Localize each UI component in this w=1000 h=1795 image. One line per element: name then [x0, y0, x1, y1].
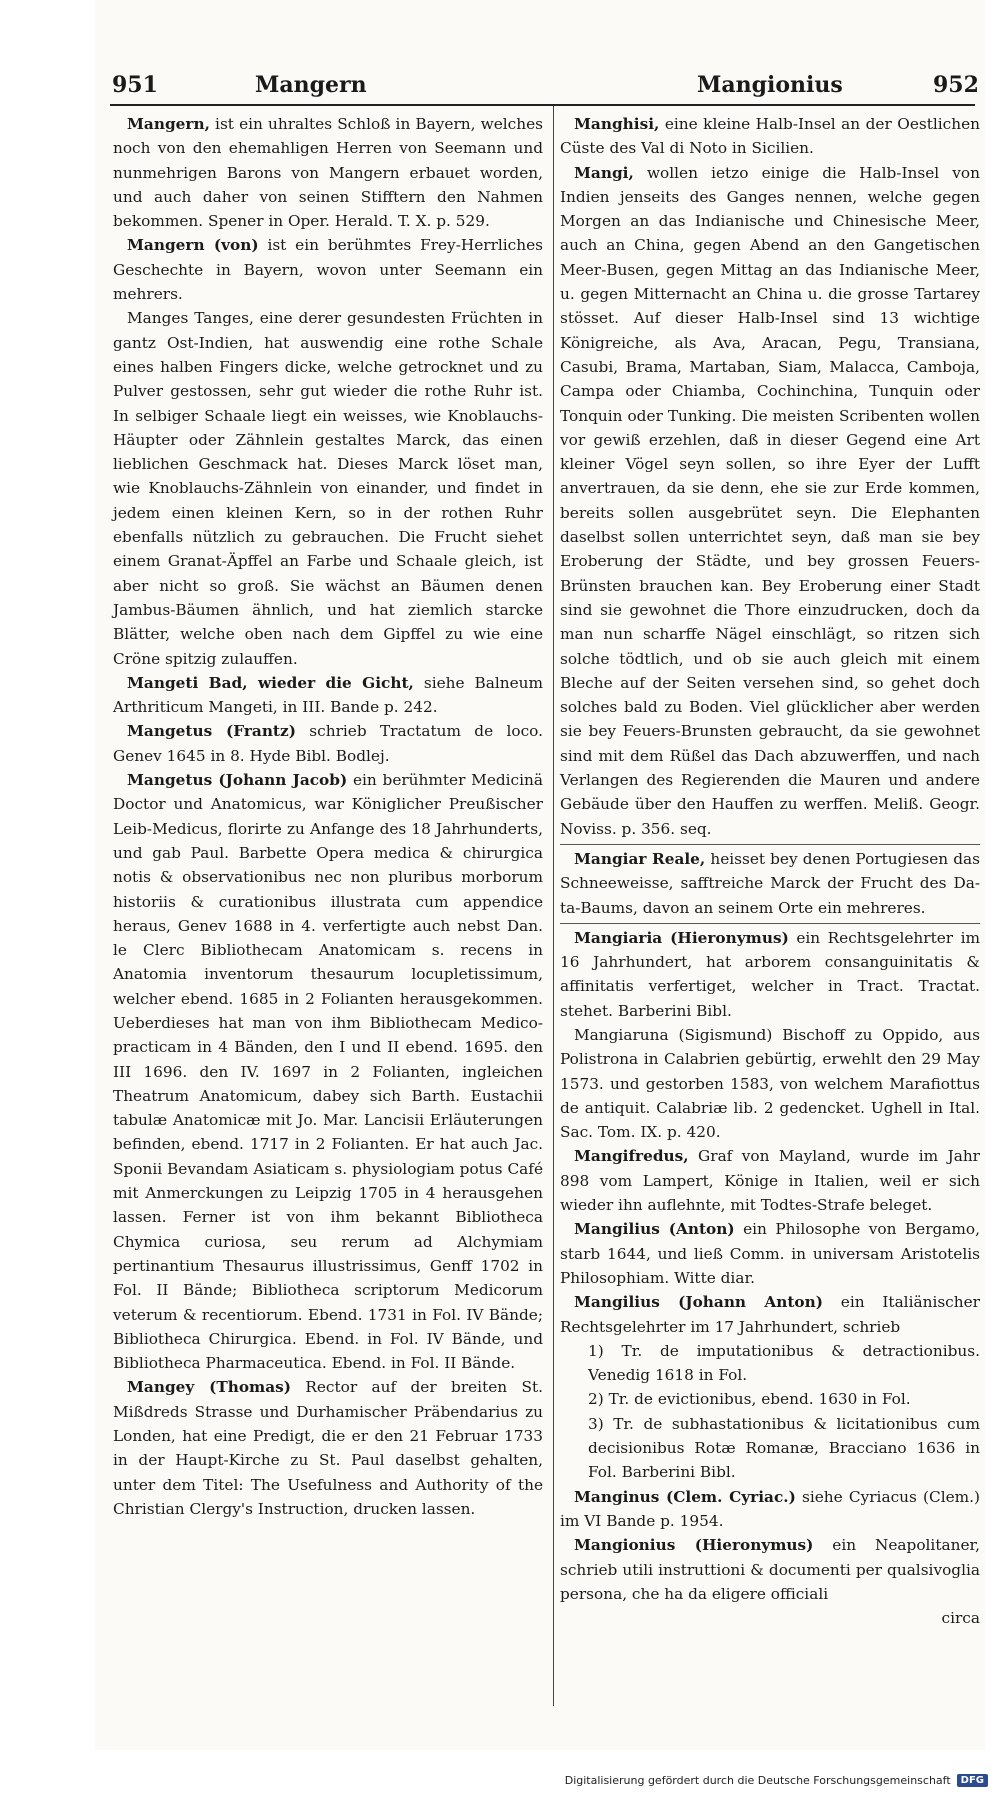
entry — [113, 1375, 543, 1521]
entry — [113, 306, 543, 670]
works-list — [560, 1339, 980, 1485]
entry-text: heisset bey denen Portugiesen das Schneeweisse, safftreiche Marck der Frucht des Da-ta-Baums, davon an seinem Orte ein mehreres. — [560, 849, 980, 917]
entry-text: schrieb Tractatum de loco. Genev 1645 in 8. Hyde Bibl. Bodlej. — [113, 722, 543, 765]
entry-text: Rector auf der breiten St. Mißdreds Strasse und Durhamischer Präbendarius zu Londen, hat eine Predigt, die er den 21 Februar 1733 in der Haupt-Kirche zu St. Paul daselbst gehalten, unter dem Titel: The Usefulness and Authority of the Christian Clergy's Instruction, drucken lassen. — [113, 1378, 543, 1518]
entry-text: Graf von Mayland, wurde im Jahr 898 vom Lampert, Könige in Italien, weil er sich wieder ihn auflehnte, mit Todtes-Strafe beleget. — [560, 1147, 980, 1215]
headword: Mangionius (Hieronymus) — [574, 1536, 814, 1555]
entry-text: ein berühmter Medicinä Doctor und Anatomicus, war Königlicher Preußischer Leib-Medicus, florirte zu Anfange des 18 Jahrhunderts, und gab Paul. Barbette Opera medica & chirurgica notis & observationibus nec non pluribus morborum historiis & curationibus illustrata cum appendice heraus, Genev 1688 in 4. verfertigte auch nebst Dan. le Clerc Bibliothecam Anatomicam s. recens in Anatomia inventorum thesaurum locupletissimum, welcher ebend. 1685 in 2 Folianten herausgekommen. Ueberdieses hat man von ihm Bibliothecam Medico-practicam in 4 Bänden, den I und II ebend. 1695. den III 1696. den IV. 1697 in 2 Folianten, ingleichen Theatrum Anatomicum, dabey sich Barth. Eustachii tabulæ Anatomicæ mit Jo. Mar. Lancisii Erläuterungen befinden, ebend. 1717 in 2 Folianten. Er hat auch Jac. Sponii Bevandam Asiaticam s. physiologiam potus Café mit Anmerckungen zu Leipzig 1705 in 4 herausgehen lassen. Ferner ist von ihm bekannt Bibliotheca Chymica curiosa, seu rerum ad Alchymiam pertinantium Thesaurus illustrissimus, Genff 1702 in Fol. II Bände; Bibliotheca scriptorum Medicorum veterum & recentiorum. Ebend. 1731 in Fol. IV Bände; Bibliotheca Chirurgica. Ebend. in Fol. IV Bände, und Bibliotheca Pharmaceutica. Ebend. in Fol. II Bände. — [113, 771, 543, 1373]
entry-text: ein Italiänischer Rechtsgelehrter im 17 Jahrhundert, schrieb — [560, 1293, 980, 1336]
entry — [560, 1144, 980, 1217]
entry-text: siehe Cyriacus (Clem.) im VI Bande p. 1954. — [560, 1487, 980, 1530]
headword: Mangi, — [574, 163, 634, 182]
list-item: 1) Tr. de imputationibus & detractionibus. Venedig 1618 in Fol. — [588, 1341, 980, 1385]
left-column — [113, 112, 543, 1521]
headword: Mangetus (Frantz) — [127, 722, 296, 741]
entry-text: wollen ietzo einige die Halb-Insel von Indien jenseits des Ganges nennen, welche gegen Morgen an das Indianische und Chinesische Meer, auch an China, gegen Abend an den Gangetischen Meer-Busen, gegen Mittag an das Indianische Meer, u. gegen Mitternacht an China u. die grosse Tartarey stösset. Auf dieser Halb-Insel sind 13 wichtige Königreiche, als Ava, Aracan, Pegu, Transiana, Casubi, Brama, Martaban, Siam, Malacca, Camboja, Campa oder Chiamba, Cochinchina, Tunquin oder Tonquin oder Tunking. Die meisten Scribenten wollen vor gewiß erzehlen, daß in dieser Gegend eine Art kleiner Vögel seyn sollen, so ihre Eyer der Lufft anvertrauen, da sie denn, ehe sie zur Erde kommen, bereits sollen ausgebrütet seyn. Die Elephanten daselbst sollen unterrichtet seyn, daß man sie bey Eroberung der Städte, und bey grossen Feuers-Brünsten brauchen kan. Bey Eroberung einer Stadt sind sie gewohnet die Thore einzudrucken, doch da man nun scharffe Nägel einschlägt, so ritzen sich solche tödtlich, und ob sie auch gleich mit einem Bleche auf der Seiten versehen sind, so gehet doch solches bald zu Boden. Viel glücklicher aber werden sie bey Feuers-Brunsten gebraucht, da sie gewohnet sind mit dem Rüßel das Dach abzuwerffen, und nach Verlangen des Regierenden die Mauren und andere Gebäude über den Hauffen zu werffen. Meliß. Geogr. Noviss. p. 356. seq. — [560, 163, 980, 838]
entry-text: ist ein berühmtes Frey-Herrliches Geschechte in Bayern, wovon unter Seemann ein mehrers. — [113, 236, 543, 304]
headword: Mangiar Reale, — [574, 849, 706, 868]
entry — [560, 844, 980, 920]
header-rule — [110, 104, 975, 106]
headword: Mangilius (Anton) — [574, 1220, 735, 1239]
entry-text: ein Philosophe von Bergamo, starb 1644, und ließ Comm. in universam Aristotelis Philosophiam. Witte diar. — [560, 1220, 980, 1287]
headword: Manghisi, — [574, 115, 660, 133]
list-item: 3) Tr. de subhastationibus & licitationibus cum decisionibus Rotæ Romanæ, Bracciano 1636 in Fol. Barberini Bibl. — [588, 1414, 980, 1482]
entry-text: siehe Balneum Arthriticum Mangeti, in III. Bande p. 242. — [113, 673, 543, 717]
entry — [113, 112, 543, 233]
headword: Mangifredus, — [574, 1147, 689, 1166]
entry — [113, 719, 543, 768]
entry — [560, 1290, 980, 1339]
headword: Mangern (von) — [127, 236, 259, 255]
list-item: 2) Tr. de evictionibus, ebend. 1630 in Fol. — [588, 1390, 911, 1409]
entry-text: ein Rechtsgelehrter im 16 Jahrhundert, hat arborem consanguinitatis & affinitatis verfertiget, welcher in Tract. Tractat. stehet. Barberini Bibl. — [560, 928, 980, 1020]
right-running-head: Mangionius — [697, 72, 843, 98]
entry-text: ein Neapolitaner, schrieb utili instruttioni & documenti per qualsivoglia persona, che ha da eligere officiali — [560, 1536, 980, 1603]
headword: Mangilius (Johann Anton) — [574, 1293, 823, 1312]
entry — [113, 671, 543, 720]
headword: Mangeti Bad, wieder die Gicht, — [127, 673, 414, 692]
entry-text: Mangiaruna (Sigismund) Bischoff zu Oppido, aus Polistrona in Calabrien gebürtig, erwehlt den 29 May 1573. und gestorben 1583, von welchem Marafiottus de antiquit. Calabriæ lib. 2 gedencket. Ughell in Ital. Sac. Tom. IX. p. 420. — [560, 1025, 980, 1142]
column-divider — [553, 106, 554, 1706]
entry — [113, 768, 543, 1375]
left-running-head: Mangern — [255, 72, 367, 98]
headword: Mangiaria (Hieronymus) — [574, 928, 789, 947]
entry — [560, 112, 980, 161]
entry-text: eine kleine Halb-Insel an der Oestlichen Cüste des Val di Noto in Sicilien. — [560, 115, 980, 158]
digitization-credit — [565, 1774, 988, 1787]
entry — [560, 1217, 980, 1290]
entry — [560, 1533, 980, 1606]
right-page-number: 952 — [933, 72, 979, 98]
dfg-logo-icon: DFG — [957, 1774, 988, 1787]
entry — [113, 233, 543, 306]
headword: Manginus (Clem. Cyriac.) — [574, 1487, 796, 1506]
entry-text: ist ein uhraltes Schloß in Bayern, welches noch von den ehemahligen Herren von Seemann und nunmehrigen Barons von Mangern erbauet worden, und auch daher von seinen Stifftern den Nahmen bekommen. Spener in Oper. Herald. T. X. p. 529. — [113, 115, 543, 231]
headword: Mangern, — [127, 115, 210, 133]
entry — [560, 1485, 980, 1534]
entry — [560, 1023, 980, 1144]
entry-text: Manges Tanges, eine derer gesundesten Früchten in gantz Ost-Indien, hat auswendig eine rothe Schale eines halben Fingers dicke, welche getrocknet und zu Pulver gestossen, sehr gut wieder die rothe Ruhr ist. In selbiger Schaale liegt ein weisses, wie Knoblauchs-Häupter oder Zähnlein gestaltes Marck, das einen lieblichen Geschmack hat. Dieses Marck löset man, wie Knoblauchs-Zähnlein von einander, und findet in jedem einen kleinen Kern, so in der rothen Ruhr ebenfalls nützlich zu gebrauchen. Die Frucht siehet einem Granat-Äpffel an Farbe und Schaale gleich, ist aber nicht so groß. Sie wächst an Bäumen denen Jambus-Bäumen ähnlich, und hat ziemlich starcke Blätter, welche oben nach dem Gipffel zu wie eine Cröne spitzig zulauffen. — [113, 309, 543, 668]
left-page-number: 951 — [112, 72, 158, 98]
entry — [560, 161, 980, 841]
entry — [560, 923, 980, 1023]
headword: Mangetus (Johann Jacob) — [127, 771, 348, 790]
catchword: circa — [941, 1609, 980, 1628]
right-column — [560, 112, 980, 1630]
credit-text: Digitalisierung gefördert durch die Deutsche Forschungsgemeinschaft — [564, 1774, 951, 1787]
headword: Mangey (Thomas) — [127, 1378, 291, 1397]
